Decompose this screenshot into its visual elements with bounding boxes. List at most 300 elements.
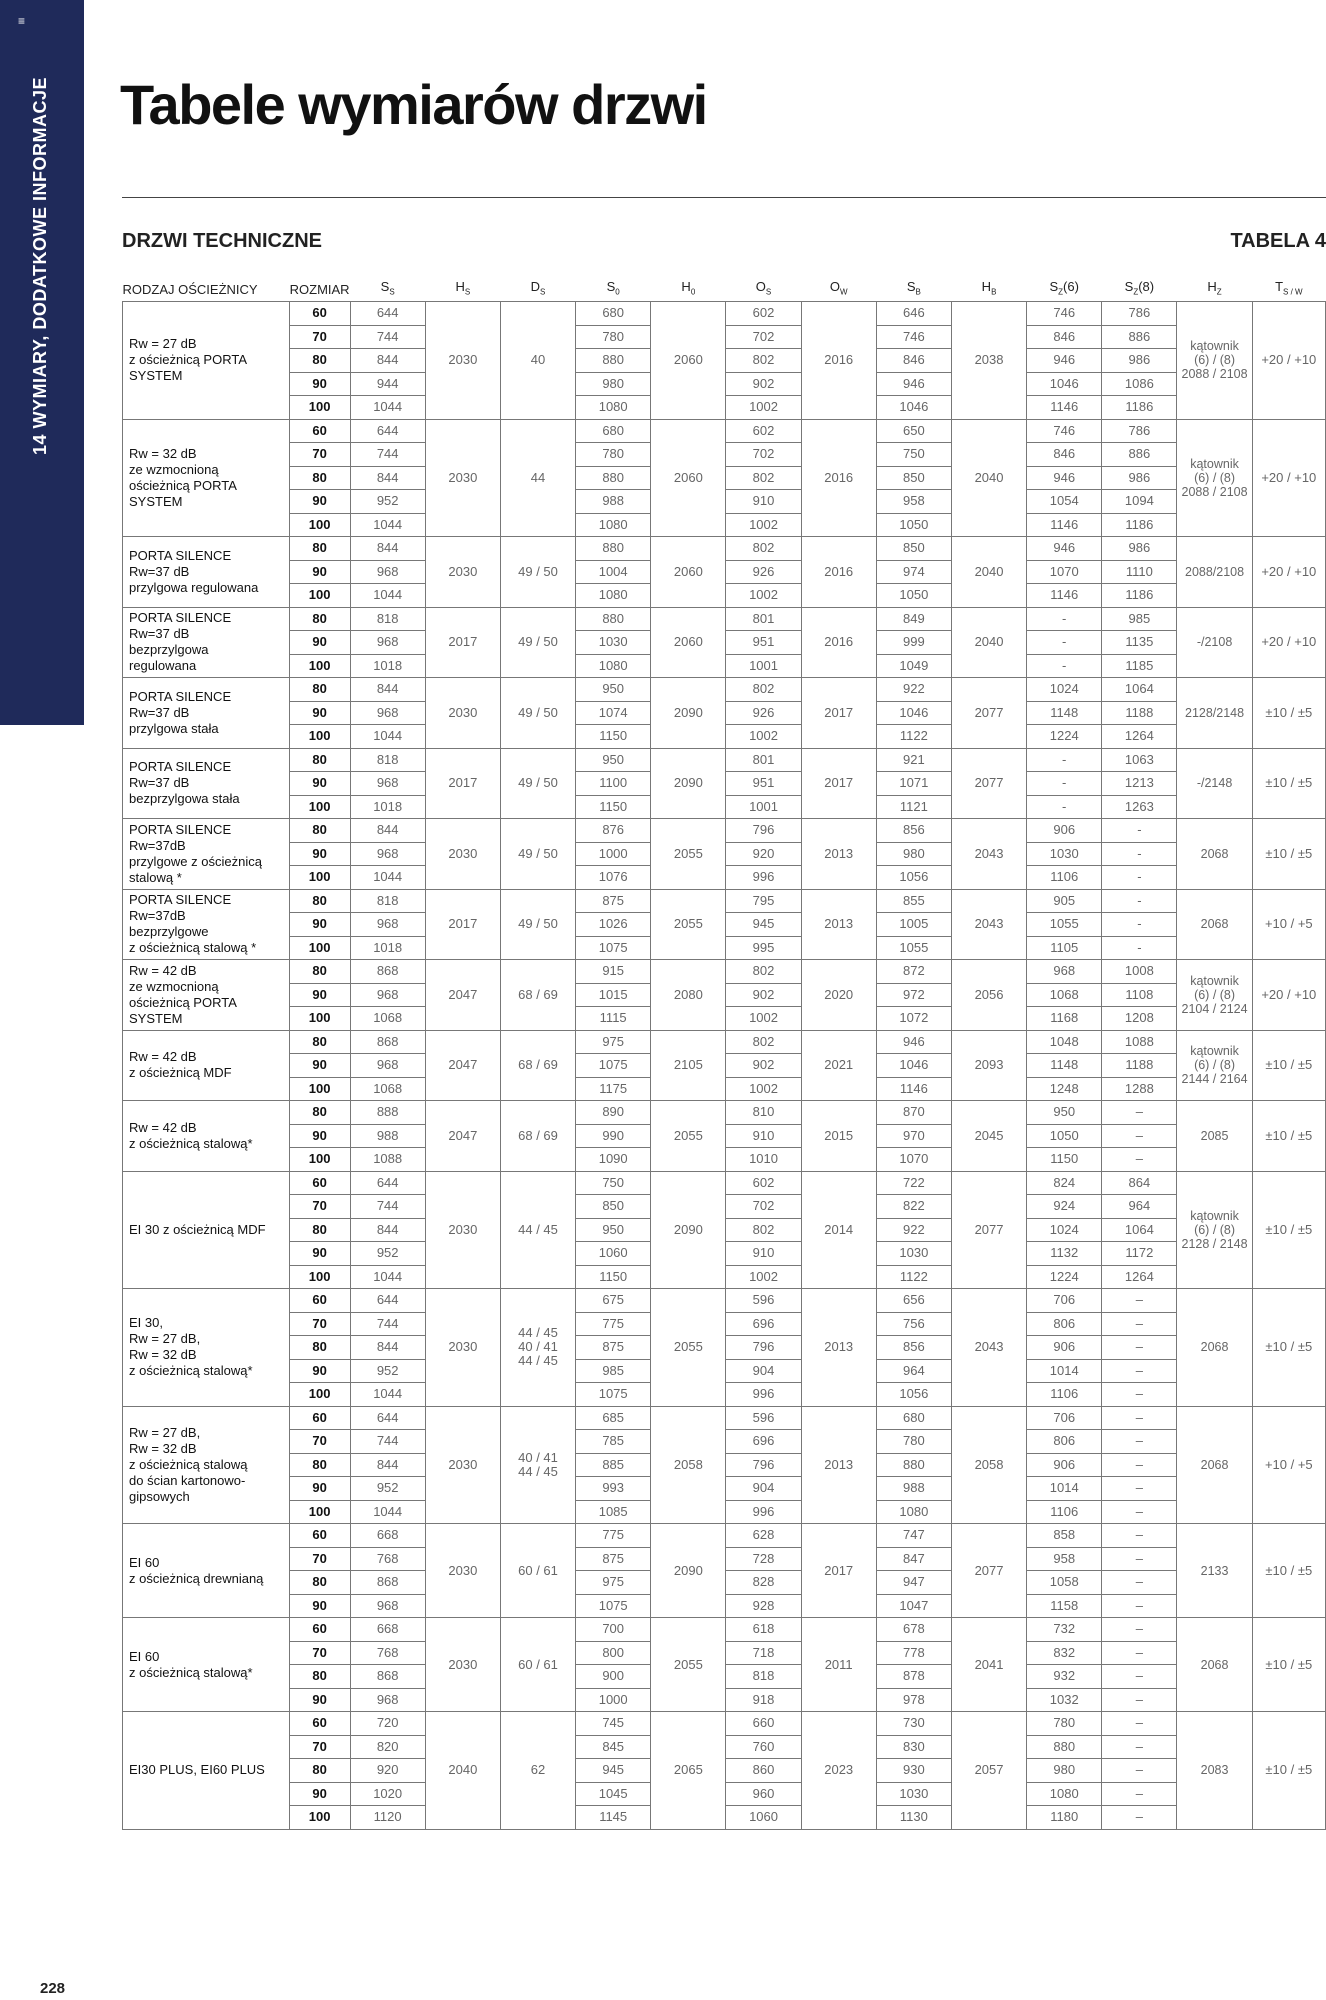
sz8-cell: - — [1102, 866, 1177, 890]
s0-cell: 1080 — [576, 584, 651, 608]
tolerance-cell: ±10 / ±5 — [1252, 1030, 1325, 1101]
os-cell: 728 — [726, 1547, 801, 1571]
hz-cell: 2083 — [1177, 1712, 1252, 1830]
os-cell: 802 — [726, 349, 801, 373]
size-cell: 100 — [289, 513, 350, 537]
tolerance-cell: +10 / +5 — [1252, 1406, 1325, 1524]
hb-cell: 2043 — [951, 889, 1026, 960]
sz8-cell: – — [1102, 1665, 1177, 1689]
hs-cell: 2017 — [425, 607, 500, 678]
sb-cell: 1122 — [876, 725, 951, 749]
sz8-cell: – — [1102, 1453, 1177, 1477]
s0-cell: 800 — [576, 1641, 651, 1665]
h0-cell: 2090 — [651, 678, 726, 749]
sb-cell: 850 — [876, 537, 951, 561]
ss-cell: 668 — [350, 1524, 425, 1548]
size-cell: 80 — [289, 1101, 350, 1125]
size-cell: 80 — [289, 678, 350, 702]
column-header: $H_0$ — [681, 279, 696, 297]
hz-cell: -/2148 — [1177, 748, 1252, 819]
sz6-cell: 1050 — [1027, 1124, 1102, 1148]
ss-cell: 1068 — [350, 1077, 425, 1101]
size-cell: 80 — [289, 819, 350, 843]
os-cell: 602 — [726, 419, 801, 443]
os-cell: 1002 — [726, 1265, 801, 1289]
h0-cell: 2065 — [651, 1712, 726, 1830]
hz-cell: 2068 — [1177, 819, 1252, 890]
ds-cell: 49 / 50 — [500, 607, 575, 678]
sz8-cell: - — [1102, 936, 1177, 960]
sz6-cell: 706 — [1027, 1289, 1102, 1313]
os-cell: 996 — [726, 866, 801, 890]
s0-cell: 950 — [576, 748, 651, 772]
sz6-cell: 906 — [1027, 1453, 1102, 1477]
os-cell: 996 — [726, 1500, 801, 1524]
ow-cell: 2014 — [801, 1171, 876, 1289]
sz6-cell: 880 — [1027, 1735, 1102, 1759]
sz6-cell: 1158 — [1027, 1594, 1102, 1618]
s0-cell: 785 — [576, 1430, 651, 1454]
size-cell: 80 — [289, 349, 350, 373]
size-cell: 100 — [289, 654, 350, 678]
sz8-cell: – — [1102, 1500, 1177, 1524]
s0-cell: 1075 — [576, 1383, 651, 1407]
hz-cell: 2068 — [1177, 1406, 1252, 1524]
sb-cell: 922 — [876, 1218, 951, 1242]
sz8-cell: – — [1102, 1782, 1177, 1806]
sz6-cell: 906 — [1027, 819, 1102, 843]
sz6-cell: 950 — [1027, 1101, 1102, 1125]
size-cell: 100 — [289, 584, 350, 608]
sz6-cell: 924 — [1027, 1195, 1102, 1219]
s0-cell: 993 — [576, 1477, 651, 1501]
os-cell: 1002 — [726, 1077, 801, 1101]
s0-cell: 875 — [576, 1547, 651, 1571]
hb-cell: 2045 — [951, 1101, 1026, 1172]
hz-cell: -/2108 — [1177, 607, 1252, 678]
size-cell: 100 — [289, 725, 350, 749]
sb-cell: 978 — [876, 1688, 951, 1712]
size-cell: 70 — [289, 1430, 350, 1454]
size-cell: 100 — [289, 396, 350, 420]
sb-cell: 746 — [876, 325, 951, 349]
sb-cell: 747 — [876, 1524, 951, 1548]
menu-icon: ≡ — [18, 14, 26, 28]
table-row — [123, 819, 1326, 843]
s0-cell: 1080 — [576, 654, 651, 678]
size-cell: 90 — [289, 913, 350, 937]
ss-cell: 644 — [350, 419, 425, 443]
h0-cell: 2090 — [651, 1171, 726, 1289]
size-cell: 80 — [289, 1336, 350, 1360]
os-cell: 918 — [726, 1688, 801, 1712]
frame-type-cell: Rw = 27 dB, Rw = 32 dB z ościeżnicą stalową do ścian kartonowo- gipsowych — [123, 1406, 290, 1524]
sz8-cell: 1213 — [1102, 772, 1177, 796]
h0-cell: 2060 — [651, 302, 726, 420]
sb-cell: 778 — [876, 1641, 951, 1665]
sz6-cell: 958 — [1027, 1547, 1102, 1571]
size-cell: 90 — [289, 560, 350, 584]
hz-cell: 2085 — [1177, 1101, 1252, 1172]
os-cell: 802 — [726, 537, 801, 561]
os-cell: 818 — [726, 1665, 801, 1689]
sz8-cell: - — [1102, 889, 1177, 913]
size-cell: 90 — [289, 1688, 350, 1712]
s0-cell: 775 — [576, 1524, 651, 1548]
sz8-cell: 1186 — [1102, 584, 1177, 608]
sb-cell: 750 — [876, 443, 951, 467]
s0-cell: 900 — [576, 1665, 651, 1689]
ds-cell: 68 / 69 — [500, 1101, 575, 1172]
sb-cell: 822 — [876, 1195, 951, 1219]
sz8-cell: 1063 — [1102, 748, 1177, 772]
sz6-cell: 1146 — [1027, 396, 1102, 420]
ds-cell: 49 / 50 — [500, 537, 575, 608]
sz6-cell: 1248 — [1027, 1077, 1102, 1101]
size-cell: 100 — [289, 1500, 350, 1524]
sb-cell: 1046 — [876, 396, 951, 420]
s0-cell: 975 — [576, 1571, 651, 1595]
size-cell: 60 — [289, 1712, 350, 1736]
sz6-cell: 746 — [1027, 419, 1102, 443]
ss-cell: 644 — [350, 1289, 425, 1313]
h0-cell: 2055 — [651, 819, 726, 890]
s0-cell: 890 — [576, 1101, 651, 1125]
ss-cell: 968 — [350, 1054, 425, 1078]
sb-cell: 650 — [876, 419, 951, 443]
s0-cell: 915 — [576, 960, 651, 984]
os-cell: 960 — [726, 1782, 801, 1806]
hs-cell: 2030 — [425, 302, 500, 420]
sz6-cell: 906 — [1027, 1336, 1102, 1360]
s0-cell: 990 — [576, 1124, 651, 1148]
os-cell: 1001 — [726, 795, 801, 819]
size-cell: 100 — [289, 866, 350, 890]
sz6-cell: 1224 — [1027, 1265, 1102, 1289]
os-cell: 1002 — [726, 584, 801, 608]
ow-cell: 2016 — [801, 302, 876, 420]
sz6-cell: - — [1027, 631, 1102, 655]
ow-cell: 2016 — [801, 419, 876, 537]
sz8-cell: 964 — [1102, 1195, 1177, 1219]
sb-cell: 656 — [876, 1289, 951, 1313]
s0-cell: 700 — [576, 1618, 651, 1642]
s0-cell: 750 — [576, 1171, 651, 1195]
sz8-cell: 786 — [1102, 302, 1177, 326]
ss-cell: 968 — [350, 913, 425, 937]
size-cell: 70 — [289, 1547, 350, 1571]
ss-cell: 768 — [350, 1547, 425, 1571]
ds-cell: 44 — [500, 419, 575, 537]
sz8-cell: 986 — [1102, 537, 1177, 561]
column-header: $D_S$ — [530, 279, 546, 297]
os-cell: 902 — [726, 983, 801, 1007]
sb-cell: 1050 — [876, 513, 951, 537]
frame-type-cell: PORTA SILENCE Rw=37dB przylgowe z ościeżnicą stalową * — [123, 819, 290, 890]
ow-cell: 2013 — [801, 889, 876, 960]
frame-type-cell: EI 30, Rw = 27 dB, Rw = 32 dB z ościeżnicą stalową* — [123, 1289, 290, 1407]
sb-cell: 1056 — [876, 866, 951, 890]
sz8-cell: 786 — [1102, 419, 1177, 443]
size-cell: 60 — [289, 1289, 350, 1313]
ss-cell: 952 — [350, 1242, 425, 1266]
sz6-cell: 1024 — [1027, 1218, 1102, 1242]
size-cell: 70 — [289, 1312, 350, 1336]
sz8-cell: – — [1102, 1477, 1177, 1501]
sz6-cell: 732 — [1027, 1618, 1102, 1642]
h0-cell: 2090 — [651, 1524, 726, 1618]
sb-cell: 870 — [876, 1101, 951, 1125]
size-cell: 90 — [289, 701, 350, 725]
os-cell: 951 — [726, 631, 801, 655]
hz-cell: 2133 — [1177, 1524, 1252, 1618]
column-header: ROZMIAR — [289, 282, 350, 297]
sz6-cell: 1070 — [1027, 560, 1102, 584]
tolerance-cell: +20 / +10 — [1252, 302, 1325, 420]
sz6-cell: 1146 — [1027, 584, 1102, 608]
ss-cell: 1044 — [350, 1383, 425, 1407]
ss-cell: 820 — [350, 1735, 425, 1759]
hs-cell: 2030 — [425, 1524, 500, 1618]
size-cell: 90 — [289, 631, 350, 655]
table-label: TABELA 4 — [1230, 230, 1326, 252]
sz6-cell: 1014 — [1027, 1477, 1102, 1501]
os-cell: 1060 — [726, 1806, 801, 1830]
os-cell: 796 — [726, 1336, 801, 1360]
ss-cell: 844 — [350, 1218, 425, 1242]
table-row — [123, 748, 1326, 772]
sidebar-label: 14 WYMIARY, DODATKOWE INFORMACJE — [30, 76, 50, 455]
ds-cell: 68 / 69 — [500, 1030, 575, 1101]
os-cell: 945 — [726, 913, 801, 937]
sz8-cell: - — [1102, 842, 1177, 866]
ss-cell: 968 — [350, 701, 425, 725]
sz6-cell: 1055 — [1027, 913, 1102, 937]
sb-cell: 880 — [876, 1453, 951, 1477]
sz8-cell: 1086 — [1102, 372, 1177, 396]
s0-cell: 1075 — [576, 1054, 651, 1078]
sb-cell: 680 — [876, 1406, 951, 1430]
h0-cell: 2060 — [651, 419, 726, 537]
s0-cell: 975 — [576, 1030, 651, 1054]
hb-cell: 2077 — [951, 678, 1026, 749]
hz-cell: 2068 — [1177, 889, 1252, 960]
sz6-cell: 1046 — [1027, 372, 1102, 396]
sz8-cell: - — [1102, 819, 1177, 843]
hs-cell: 2030 — [425, 1618, 500, 1712]
s0-cell: 1076 — [576, 866, 651, 890]
sz8-cell: – — [1102, 1594, 1177, 1618]
sz6-cell: 946 — [1027, 466, 1102, 490]
column-header: $O_W$ — [829, 279, 848, 297]
frame-type-cell: Rw = 32 dB ze wzmocnioną ościeżnicą PORTA SYSTEM — [123, 419, 290, 537]
ss-cell: 968 — [350, 983, 425, 1007]
sz6-cell: 1224 — [1027, 725, 1102, 749]
sz8-cell: 1208 — [1102, 1007, 1177, 1031]
ow-cell: 2013 — [801, 1289, 876, 1407]
sz8-cell: – — [1102, 1735, 1177, 1759]
size-cell: 100 — [289, 1148, 350, 1172]
os-cell: 902 — [726, 1054, 801, 1078]
s0-cell: 875 — [576, 889, 651, 913]
sz8-cell: – — [1102, 1618, 1177, 1642]
size-cell: 80 — [289, 889, 350, 913]
table-row — [123, 537, 1326, 561]
table-row — [123, 1101, 1326, 1125]
sz6-cell: 968 — [1027, 960, 1102, 984]
ss-cell: 844 — [350, 349, 425, 373]
tolerance-cell: ±10 / ±5 — [1252, 1289, 1325, 1407]
os-cell: 596 — [726, 1406, 801, 1430]
sz8-cell: 1188 — [1102, 701, 1177, 725]
sz6-cell: 846 — [1027, 325, 1102, 349]
size-cell: 100 — [289, 795, 350, 819]
frame-type-cell: EI 60 z ościeżnicą stalową* — [123, 1618, 290, 1712]
s0-cell: 745 — [576, 1712, 651, 1736]
sz6-cell: 1106 — [1027, 1383, 1102, 1407]
os-cell: 910 — [726, 1124, 801, 1148]
hb-cell: 2043 — [951, 1289, 1026, 1407]
s0-cell: 780 — [576, 325, 651, 349]
ss-cell: 952 — [350, 490, 425, 514]
table-row — [123, 1712, 1326, 1736]
column-header: $S_S$ — [380, 279, 395, 297]
os-cell: 951 — [726, 772, 801, 796]
s0-cell: 880 — [576, 537, 651, 561]
sz8-cell: 986 — [1102, 466, 1177, 490]
os-cell: 802 — [726, 1030, 801, 1054]
os-cell: 760 — [726, 1735, 801, 1759]
os-cell: 1010 — [726, 1148, 801, 1172]
frame-type-cell: PORTA SILENCE Rw=37 dB bezprzylgowa stała — [123, 748, 290, 819]
s0-cell: 1000 — [576, 1688, 651, 1712]
ss-cell: 644 — [350, 302, 425, 326]
size-cell: 90 — [289, 1477, 350, 1501]
sb-cell: 946 — [876, 1030, 951, 1054]
s0-cell: 1060 — [576, 1242, 651, 1266]
sb-cell: 1070 — [876, 1148, 951, 1172]
os-cell: 910 — [726, 490, 801, 514]
tolerance-cell: ±10 / ±5 — [1252, 1712, 1325, 1830]
column-header: $O_S$ — [755, 279, 772, 297]
sz8-cell: – — [1102, 1806, 1177, 1830]
os-cell: 702 — [726, 443, 801, 467]
os-cell: 904 — [726, 1359, 801, 1383]
column-header: RODZAJ OŚCIEŻNICY — [122, 282, 258, 297]
column-header: $H_B$ — [981, 279, 997, 297]
os-cell: 802 — [726, 1218, 801, 1242]
sz8-cell: 1135 — [1102, 631, 1177, 655]
ow-cell: 2021 — [801, 1030, 876, 1101]
sz6-cell: 1148 — [1027, 701, 1102, 725]
column-header: $S_B$ — [906, 279, 921, 297]
size-cell: 80 — [289, 466, 350, 490]
sz8-cell: – — [1102, 1571, 1177, 1595]
sz6-cell: 1058 — [1027, 1571, 1102, 1595]
ss-cell: 1088 — [350, 1148, 425, 1172]
ss-cell: 868 — [350, 1571, 425, 1595]
os-cell: 802 — [726, 466, 801, 490]
frame-type-cell: PORTA SILENCE Rw=37 dB przylgowa stała — [123, 678, 290, 749]
sb-cell: 988 — [876, 1477, 951, 1501]
sz6-cell: 824 — [1027, 1171, 1102, 1195]
ss-cell: 744 — [350, 1430, 425, 1454]
sb-cell: 1056 — [876, 1383, 951, 1407]
hb-cell: 2041 — [951, 1618, 1026, 1712]
ss-cell: 844 — [350, 678, 425, 702]
size-cell: 100 — [289, 1383, 350, 1407]
ds-cell: 44 / 45 40 / 41 44 / 45 — [500, 1289, 575, 1407]
sz8-cell: 1188 — [1102, 1054, 1177, 1078]
sz6-cell: 905 — [1027, 889, 1102, 913]
sb-cell: 847 — [876, 1547, 951, 1571]
table-row — [123, 419, 1326, 443]
sz8-cell: – — [1102, 1641, 1177, 1665]
sz8-cell: – — [1102, 1289, 1177, 1313]
ss-cell: 844 — [350, 1336, 425, 1360]
hb-cell: 2077 — [951, 748, 1026, 819]
os-cell: 602 — [726, 1171, 801, 1195]
tolerance-cell: +10 / +5 — [1252, 889, 1325, 960]
hs-cell: 2030 — [425, 537, 500, 608]
sb-cell: 1122 — [876, 1265, 951, 1289]
sz6-cell: 806 — [1027, 1430, 1102, 1454]
table-row — [123, 889, 1326, 913]
sb-cell: 1005 — [876, 913, 951, 937]
ss-cell: 720 — [350, 1712, 425, 1736]
table-row — [123, 1030, 1326, 1054]
ss-cell: 968 — [350, 560, 425, 584]
sz6-cell: 780 — [1027, 1712, 1102, 1736]
s0-cell: 875 — [576, 1336, 651, 1360]
hb-cell: 2093 — [951, 1030, 1026, 1101]
size-cell: 90 — [289, 983, 350, 1007]
sz6-cell: 1068 — [1027, 983, 1102, 1007]
sz8-cell: 1088 — [1102, 1030, 1177, 1054]
os-cell: 860 — [726, 1759, 801, 1783]
s0-cell: 945 — [576, 1759, 651, 1783]
s0-cell: 980 — [576, 372, 651, 396]
ds-cell: 49 / 50 — [500, 889, 575, 960]
s0-cell: 988 — [576, 490, 651, 514]
ss-cell: 744 — [350, 1312, 425, 1336]
ss-cell: 818 — [350, 889, 425, 913]
sz6-cell: 980 — [1027, 1759, 1102, 1783]
ow-cell: 2017 — [801, 748, 876, 819]
column-header: $H_Z$ — [1207, 279, 1222, 297]
sz8-cell: 1108 — [1102, 983, 1177, 1007]
s0-cell: 1045 — [576, 1782, 651, 1806]
table-row — [123, 960, 1326, 984]
sz6-cell: 1080 — [1027, 1782, 1102, 1806]
s0-cell: 1030 — [576, 631, 651, 655]
h0-cell: 2055 — [651, 1101, 726, 1172]
sb-cell: 722 — [876, 1171, 951, 1195]
s0-cell: 1074 — [576, 701, 651, 725]
sb-cell: 1046 — [876, 701, 951, 725]
sb-cell: 855 — [876, 889, 951, 913]
ss-cell: 952 — [350, 1477, 425, 1501]
s0-cell: 876 — [576, 819, 651, 843]
os-cell: 660 — [726, 1712, 801, 1736]
sz6-cell: 1150 — [1027, 1148, 1102, 1172]
s0-cell: 680 — [576, 302, 651, 326]
size-cell: 90 — [289, 1242, 350, 1266]
os-cell: 995 — [726, 936, 801, 960]
os-cell: 696 — [726, 1312, 801, 1336]
os-cell: 702 — [726, 1195, 801, 1219]
sz8-cell: 1064 — [1102, 1218, 1177, 1242]
